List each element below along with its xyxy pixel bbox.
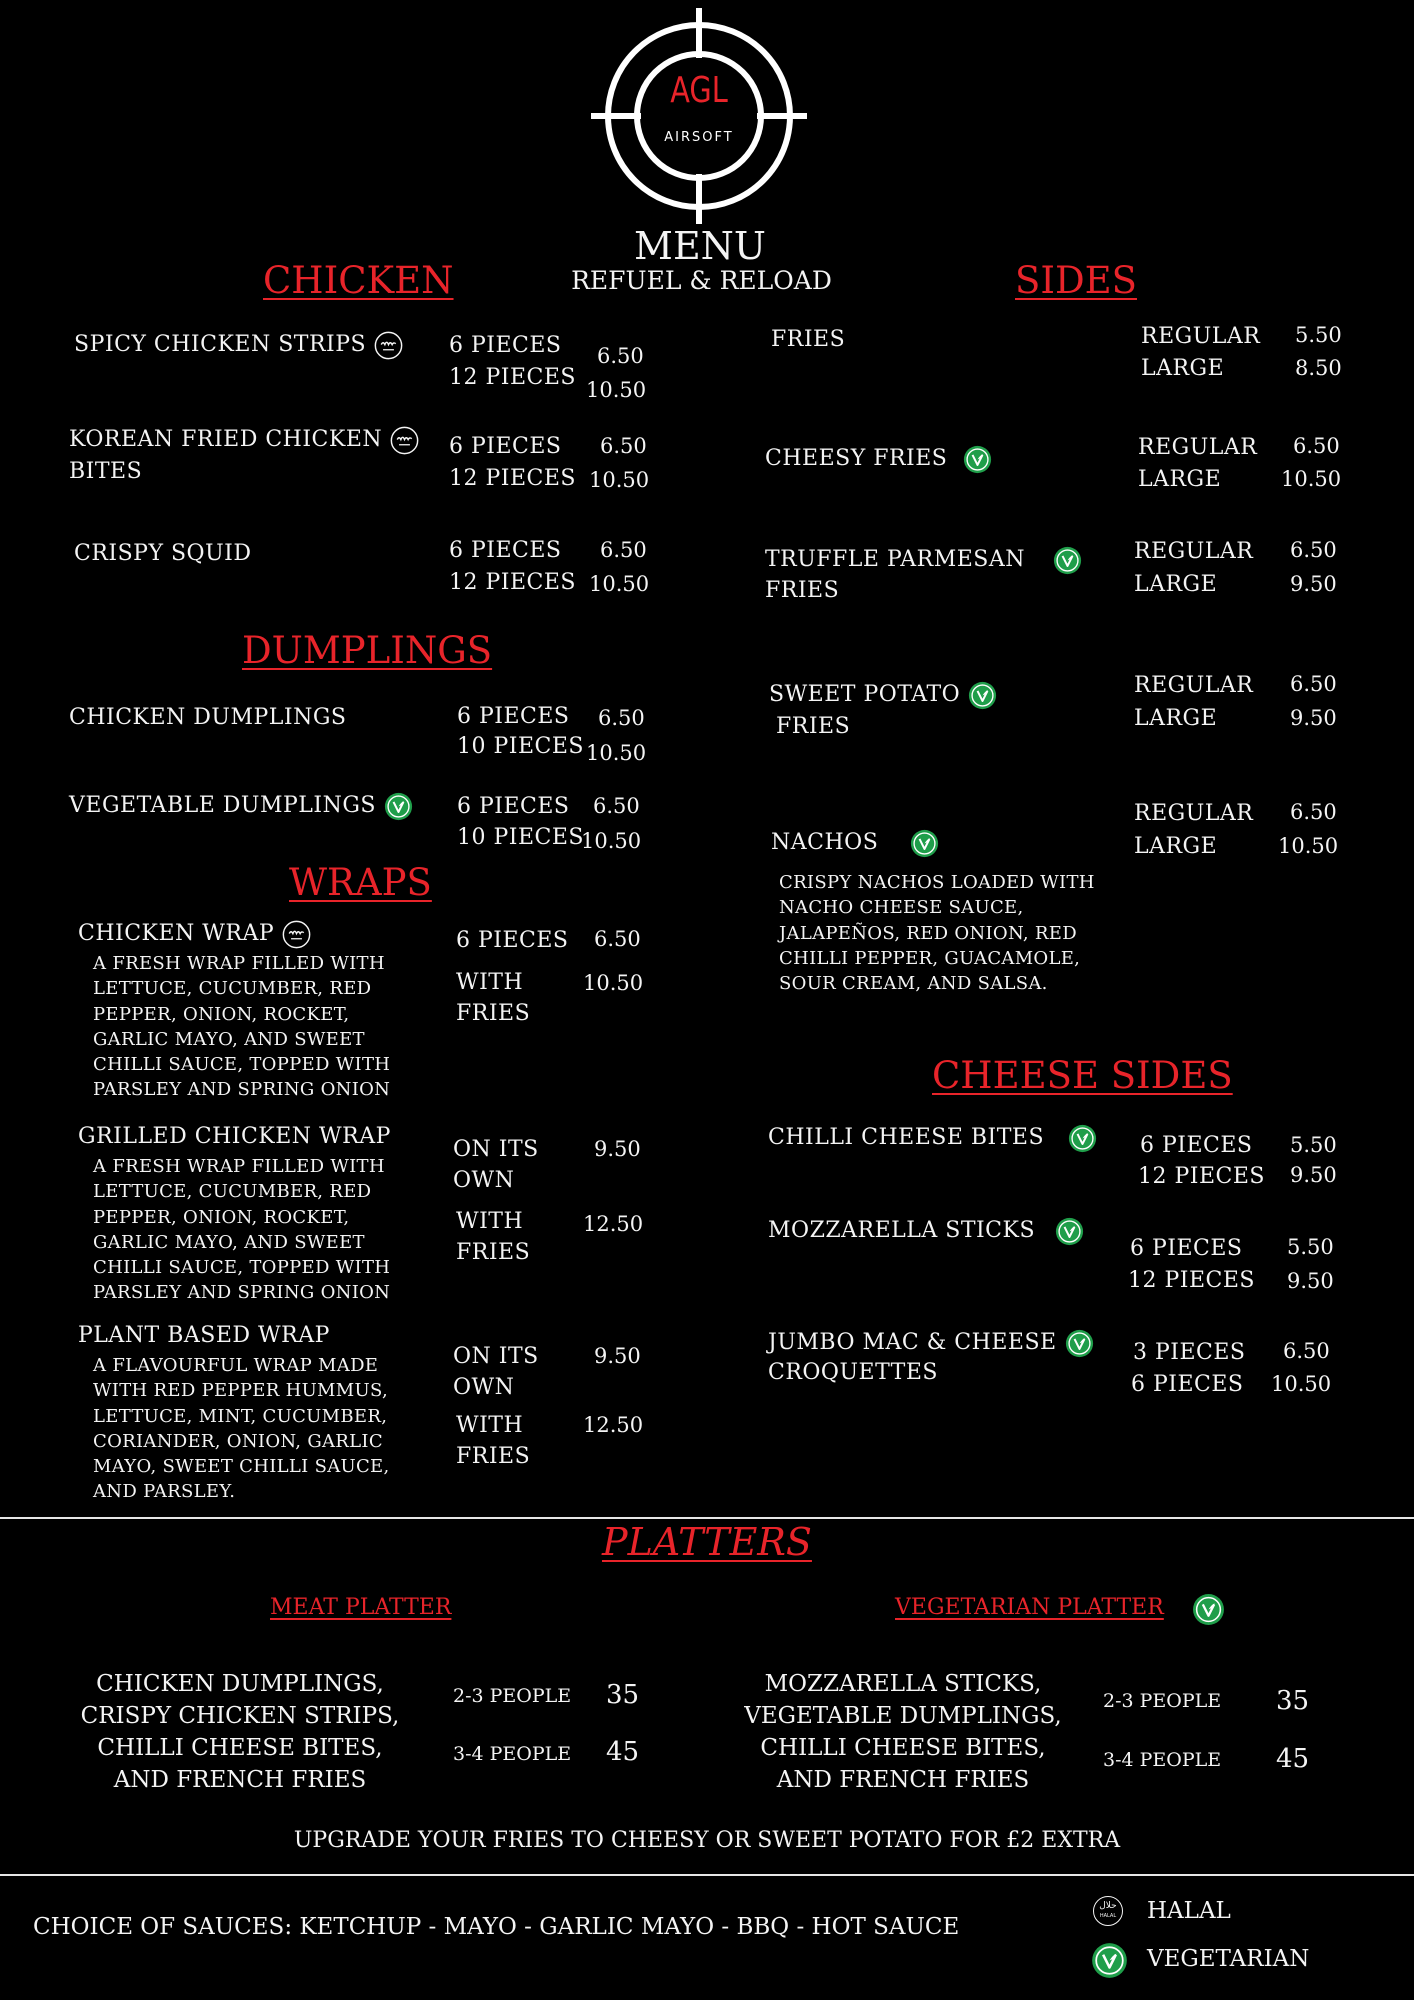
menu-item-qty: REGULAR [1138,435,1258,460]
menu-item-price: 9.50 [1290,1163,1337,1187]
menu-item-price: 10.50 [581,829,642,853]
menu-item-name: CRISPY SQUID [74,541,252,566]
menu-item-qty: 12 PIECES [449,570,577,595]
menu-item-name: VEGETABLE DUMPLINGS [69,790,413,821]
menu-item-qty: 6 PIECES [457,704,570,729]
halal-legend-icon [1093,1896,1123,1926]
platter-line: MOZZARELLA STICKS, [764,1671,1042,1697]
menu-item-price: 5.50 [1295,323,1342,347]
menu-item-price: 10.50 [1281,467,1342,491]
menu-item-price: 9.50 [1290,706,1337,730]
legend-vegetarian-label: VEGETARIAN [1147,1946,1310,1972]
menu-item-qty: 6 PIECES [1131,1372,1244,1397]
menu-item-description: A FRESH WRAP FILLED WITH LETTUCE, CUCUMBER, RED PEPPER, ONION, ROCKET, GARLIC MAYO, AND SWEET CHILLI SAUCE, TOPPED WITH PARSLEY AND SPRING ONION [93,953,391,1101]
platter-price: 35 [1276,1686,1310,1716]
vegetarian-icon [1055,1217,1084,1246]
menu-item-price: 12.50 [583,1212,644,1236]
menu-item-qty: 10 PIECES [457,825,585,850]
menu-item-qty: REGULAR [1141,324,1261,349]
menu-item-qty: 3 PIECES [1133,1340,1246,1365]
menu-item-qty: 6 PIECES [449,333,562,358]
vegetarian-icon [1065,1329,1094,1358]
veg-platter-title: VEGETARIAN PLATTER [895,1595,1164,1620]
menu-item-price: 6.50 [593,794,640,818]
menu-item-name: SWEET POTATO [769,679,997,710]
menu-item-price: 10.50 [589,468,650,492]
platter-line: AND FRENCH FRIES [113,1767,367,1793]
menu-item-price: 5.50 [1287,1235,1334,1259]
menu-item-description: A FRESH WRAP FILLED WITH LETTUCE, CUCUMBER, RED PEPPER, ONION, ROCKET, GARLIC MAYO, AND SWEET CHILLI SAUCE, TOPPED WITH PARSLEY AND SPRING ONION [93,1156,391,1304]
menu-item-price: 6.50 [1283,1339,1330,1363]
menu-item-qty: REGULAR [1134,539,1254,564]
menu-item-name-line2: FRIES [765,578,840,603]
section-title-sides: SIDES [1015,259,1137,302]
menu-item-price: 10.50 [586,741,647,765]
menu-item-price: 9.50 [1290,572,1337,596]
section-title-cheese-sides: CHEESE SIDES [932,1054,1233,1097]
menu-item-name: JUMBO MAC & CHEESE [768,1327,1094,1358]
menu-item-price: 10.50 [1271,1372,1332,1396]
logo [589,6,809,226]
menu-item-price: 6.50 [594,927,641,951]
vegetarian-icon [1053,546,1082,575]
menu-item-name-line2: CROQUETTES [768,1360,938,1385]
menu-item-name: NACHOS [771,827,939,858]
menu-item-qty: 6 PIECES [456,928,569,953]
menu-item-qty: 12 PIECES [449,365,577,390]
platter-line: CHILLI CHEESE BITES, [760,1735,1046,1761]
menu-item-price: 8.50 [1295,356,1342,380]
menu-item-qty: 6 PIECES [1130,1236,1243,1261]
menu-item-name: CHEESY FRIES [765,443,992,474]
menu-item-name: FRIES [771,327,846,352]
menu-item-price: 6.50 [1290,672,1337,696]
menu-item-qty: WITH FRIES [456,1209,531,1265]
vegetarian-icon [963,445,992,474]
section-title-wraps: WRAPS [289,861,432,904]
menu-item-price: 10.50 [589,572,650,596]
platter-line: CRISPY CHICKEN STRIPS, [80,1703,400,1729]
menu-item-qty: 6 PIECES [449,538,562,563]
menu-item-price: 6.50 [598,706,645,730]
vegetarian-icon [968,681,997,710]
menu-item-qty: REGULAR [1134,673,1254,698]
logo-subtext: AIRSOFT [664,130,734,145]
vegetarian-icon [384,792,413,821]
menu-item-qty: LARGE [1134,834,1218,859]
menu-item-qty: LARGE [1138,467,1222,492]
section-title-platters: PLATTERS [602,1520,812,1564]
menu-item-price: 9.50 [1287,1269,1334,1293]
vegetarian-icon [910,829,939,858]
vegetarian-icon [1068,1124,1097,1153]
menu-item-price: 6.50 [1290,538,1337,562]
menu-item-qty: ON ITS OWN [453,1137,539,1193]
menu-item-qty: WITH FRIES [456,1413,531,1469]
menu-item-price: 9.50 [594,1137,641,1161]
menu-item-name: GRILLED CHICKEN WRAP [78,1124,391,1149]
menu-item-name: TRUFFLE PARMESAN [765,544,1082,575]
menu-item-price: 10.50 [586,378,647,402]
upgrade-note: UPGRADE YOUR FRIES TO CHEESY OR SWEET POTATO FOR £2 EXTRA [293,1828,1121,1853]
page-subtitle: REFUEL & RELOAD [571,266,832,295]
crosshair-logo-icon [589,6,809,226]
page-title: MENU [634,224,766,268]
vegetarian-icon [1192,1593,1225,1630]
menu-item-qty: 12 PIECES [1138,1164,1266,1189]
menu-item-qty: WITH FRIES [456,970,531,1026]
platter-qty: 3-4 PEOPLE [1103,1749,1222,1771]
platter-line: AND FRENCH FRIES [776,1767,1030,1793]
menu-item-price: 6.50 [1290,800,1337,824]
menu-item-name: PLANT BASED WRAP [78,1323,330,1348]
menu-item-qty: 6 PIECES [449,434,562,459]
halal-icon-label: HALAL [1099,1913,1117,1919]
platter-price: 45 [1276,1744,1310,1774]
menu-item-qty: 6 PIECES [1140,1133,1253,1158]
platter-line: CHICKEN DUMPLINGS, [96,1671,384,1697]
menu-item-name: MOZZARELLA STICKS [768,1215,1084,1246]
menu-item-qty: 12 PIECES [449,466,577,491]
platter-qty: 2-3 PEOPLE [453,1685,572,1707]
menu-item-price: 9.50 [594,1344,641,1368]
menu-item-qty: LARGE [1134,572,1218,597]
menu-item-price: 10.50 [583,971,644,995]
menu-item-description: CRISPY NACHOS LOADED WITH NACHO CHEESE SAUCE, JALAPEÑOS, RED ONION, RED CHILLI PEPPER, GUACAMOLE, SOUR CREAM, AND SALSA. [779,872,1095,995]
menu-item-price: 6.50 [600,434,647,458]
menu-item-qty: LARGE [1141,356,1225,381]
menu-item-price: 5.50 [1290,1133,1337,1157]
menu-item-price: 6.50 [597,344,644,368]
halal-icon [374,331,403,360]
menu-item-name-line2: BITES [69,459,143,484]
platter-price: 35 [606,1680,640,1710]
menu-item-price: 6.50 [1293,434,1340,458]
halal-icon [282,920,311,949]
menu-item-name-line2: FRIES [776,714,851,739]
vegetarian-legend-icon [1091,1942,1128,1983]
veg-platter-description [738,1668,1068,1796]
menu-item-name: CHICKEN DUMPLINGS [69,705,347,730]
menu-item-price: 10.50 [1278,834,1339,858]
menu-item-description: A FLAVOURFUL WRAP MADE WITH RED PEPPER HUMMUS, LETTUCE, MINT, CUCUMBER, CORIANDER, ONION, GARLIC MAYO, SWEET CHILLI SAUCE, AND PARSLEY. [93,1355,390,1503]
divider-bottom [0,1874,1414,1876]
meat-platter-title: MEAT PLATTER [270,1595,452,1620]
platter-qty: 2-3 PEOPLE [1103,1690,1222,1712]
divider-top [0,1517,1414,1519]
menu-item-qty: 6 PIECES [457,794,570,819]
menu-item-qty: REGULAR [1134,801,1254,826]
menu-item-name: CHICKEN WRAP [78,918,311,949]
halal-icon [390,426,419,455]
menu-item-name: SPICY CHICKEN STRIPS [74,329,403,360]
section-title-chicken: CHICKEN [263,259,454,302]
menu-item-qty: 12 PIECES [1128,1268,1256,1293]
sauces-note: CHOICE OF SAUCES: KETCHUP - MAYO - GARLIC MAYO - BBQ - HOT SAUCE [33,1914,960,1940]
menu-item-price: 12.50 [583,1413,644,1437]
halal-icon-arabic: حلال [1099,1901,1117,1911]
menu-item-qty: ON ITS OWN [453,1344,539,1400]
menu-item-name: KOREAN FRIED CHICKEN [69,424,419,455]
menu-item-qty: LARGE [1134,706,1218,731]
logo-text: AGL [670,70,728,111]
platter-line: VEGETABLE DUMPLINGS, [744,1703,1062,1729]
menu-item-qty: 10 PIECES [457,734,585,759]
platter-line: CHILLI CHEESE BITES, [97,1735,383,1761]
meat-platter-description [75,1668,405,1796]
platter-price: 45 [606,1737,640,1767]
section-title-dumplings: DUMPLINGS [242,629,493,672]
legend-halal-label: HALAL [1147,1898,1231,1924]
menu-item-price: 6.50 [600,538,647,562]
menu-item-name: CHILLI CHEESE BITES [768,1122,1097,1153]
platter-qty: 3-4 PEOPLE [453,1743,572,1765]
